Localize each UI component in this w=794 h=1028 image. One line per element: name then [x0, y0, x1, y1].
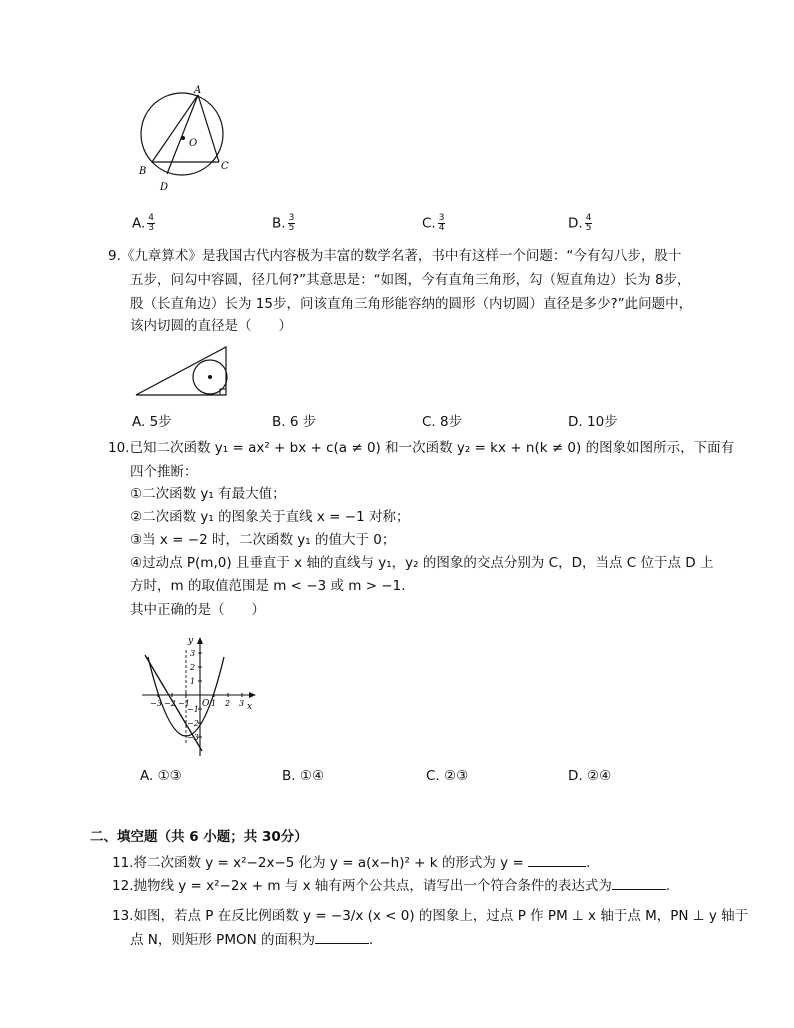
q13-answer-blank[interactable] — [315, 931, 369, 944]
y-tick-label: −2 — [187, 719, 199, 728]
q8-option-c: C. $\frac{3}{4}$ — [422, 213, 445, 233]
origin-label: O — [202, 699, 210, 709]
axis-y-label: y — [188, 636, 194, 646]
q8-option-a: A. $\frac{4}{3}$ — [132, 213, 155, 233]
q10-line-2: 四个推断： — [130, 464, 198, 480]
q9-option-c: C. 8步 — [422, 414, 463, 430]
label-C: C — [221, 161, 229, 172]
x-tick-label: 2 — [225, 699, 231, 708]
q13-line-1: 13.如图，若点 P 在反比例函数 y = −3/x (x < 0) 的图象上，过点 P 作 PM ⊥ x 轴于点 M，PN ⊥ y 轴于 — [112, 908, 749, 924]
q10-option-c: C. ②③ — [426, 768, 469, 784]
q13-line-2: 点 N，则矩形 PMON 的面积为 . — [130, 932, 374, 948]
right-triangle-incircle-figure — [130, 344, 232, 398]
q9-option-a: A. 5步 — [132, 414, 172, 430]
q9-line-1: 9.《九章算术》是我国古代内容极为丰富的数学名著，书中有这样一个问题：“今有勾八步，股十 — [108, 248, 682, 264]
q9-option-b: B. 6 步 — [272, 414, 317, 430]
q10-number: 10. — [108, 440, 130, 456]
x-tick-label: −2 — [164, 699, 176, 708]
q10-line-1: 10.已知二次函数 y₁ = ax² + bx + c(a ≠ 0) 和一次函数 y₂ = kx + n(k ≠ 0) 的图象如图所示，下面有 — [108, 440, 735, 456]
y-tick-label: 3 — [190, 649, 196, 658]
label-O: O — [189, 138, 198, 149]
q10-statement-2: ②二次函数 y₁ 的图象关于直线 x = −1 对称； — [130, 509, 410, 525]
q10-option-a: A. ①③ — [140, 768, 182, 784]
q12: 12.抛物线 y = x²−2x + m 与 x 轴有两个公共点，请写出一个符合条件的表达式为 . — [112, 878, 671, 894]
q10-statement-1: ①二次函数 y₁ 有最大值； — [130, 486, 286, 502]
y-tick-label: −3 — [187, 733, 199, 742]
section-2-title: 二、填空题（共 6 小题；共 30分） — [90, 829, 308, 845]
x-tick-label: −1 — [178, 699, 190, 708]
q8-option-b: B. $\frac{3}{5}$ — [272, 213, 295, 233]
q9-line-4: 该内切圆的直径是（ ） — [130, 318, 292, 334]
label-B: B — [139, 166, 147, 177]
q10-statement-4: ④过动点 P(m,0) 且垂直于 x 轴的直线与 y₁，y₂ 的图象的交点分别为 C，D，当点 C 位于点 D 上 — [130, 555, 714, 571]
x-tick-label: 1 — [211, 699, 217, 708]
q11-answer-blank[interactable] — [528, 854, 586, 867]
x-tick-label: −3 — [150, 699, 162, 708]
q10-statement-3: ③当 x = −2 时，二次函数 y₁ 的值大于 0； — [130, 532, 396, 548]
q12-answer-blank[interactable] — [612, 877, 666, 890]
q9-line-2: 五步，问勾中容圆，径几何?”其意思是：“如图，今有直角三角形，勾（短直角边）长为 8步， — [130, 272, 691, 288]
q9-option-d: D. 10步 — [568, 414, 618, 430]
function-graph-figure — [140, 632, 260, 758]
q9-number: 9. — [108, 248, 121, 264]
q12-number: 12. — [112, 878, 134, 894]
q13-number: 13. — [112, 908, 134, 924]
q10-option-d: D. ②④ — [568, 768, 612, 784]
label-A: A — [194, 85, 202, 96]
y-tick-label: −1 — [187, 705, 199, 714]
q11: 11.将二次函数 y = x²−2x−5 化为 y = a(x−h)² + k 的形式为 y = . — [112, 855, 591, 871]
q8-option-d: D. $\frac{4}{5}$ — [568, 213, 592, 233]
q10-statement-4-cont: 方时，m 的取值范围是 m < −3 或 m > −1. — [130, 578, 406, 594]
label-D: D — [160, 182, 169, 193]
y-tick-label: 2 — [190, 663, 196, 672]
q10-prompt: 其中正确的是（ ） — [130, 602, 265, 618]
axis-x-label: x — [247, 702, 253, 712]
q9-line-3: 股（长直角边）长为 15步，问该直角三角形能容纳的圆形（内切圆）直径是多少?”此问题中， — [130, 296, 693, 312]
q11-number: 11. — [112, 855, 134, 871]
circle-triangle-figure — [130, 82, 240, 194]
x-tick-label: 3 — [239, 699, 245, 708]
q10-option-b: B. ①④ — [282, 768, 325, 784]
y-tick-label: 1 — [190, 677, 196, 686]
